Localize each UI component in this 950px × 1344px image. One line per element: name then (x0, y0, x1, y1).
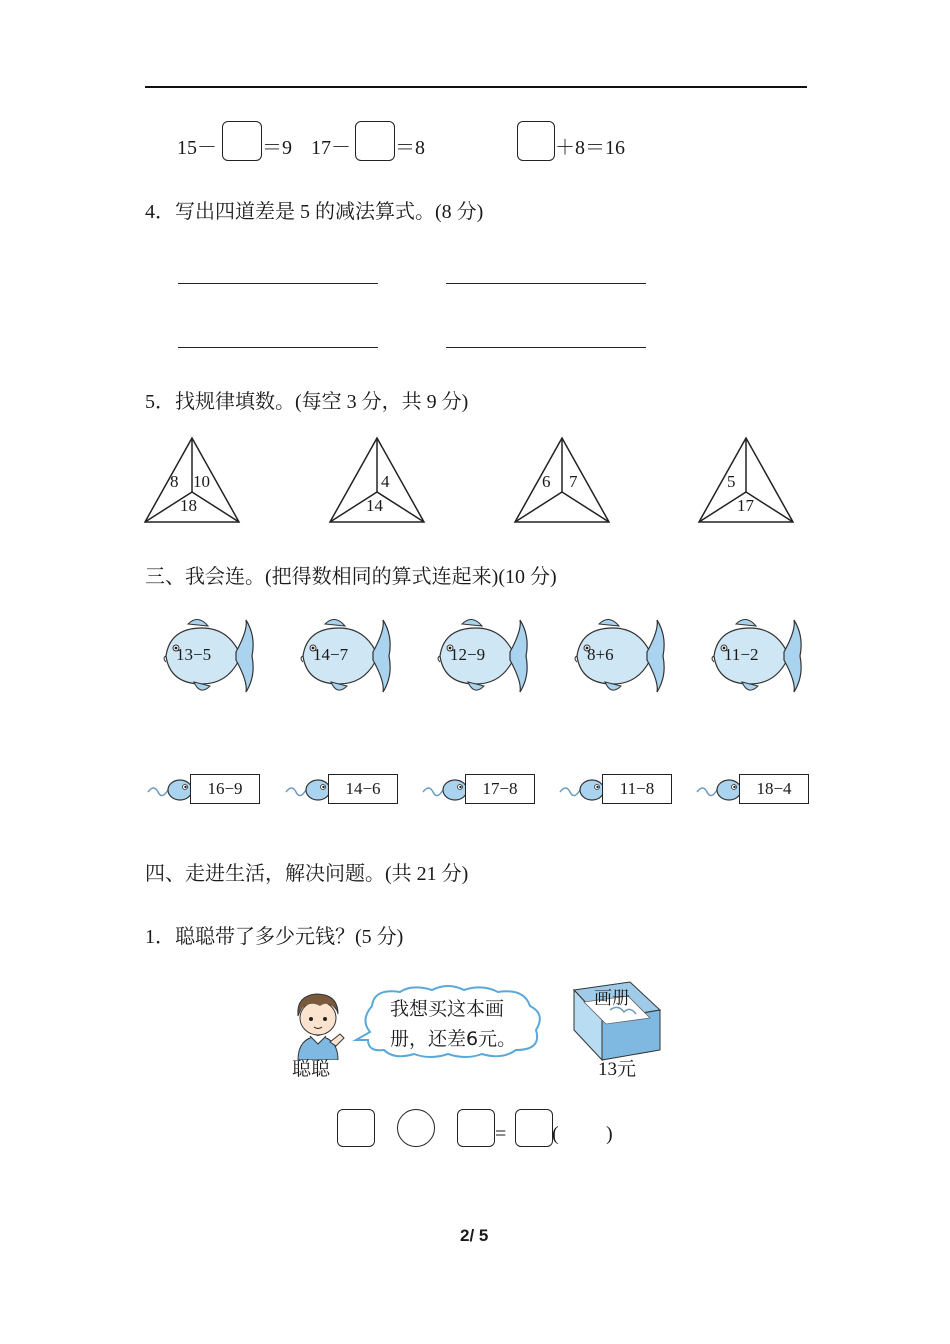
fish-expression: 13−5 (176, 645, 212, 664)
tadpole-expression: 14−6 (328, 774, 398, 804)
answer-line-4[interactable] (446, 347, 646, 348)
eq2-left: 17－ (311, 137, 351, 159)
triangle-1 (143, 436, 241, 524)
boy-name: 聪聪 (292, 1059, 331, 1080)
fish-item[interactable] (434, 616, 544, 696)
tadpole-icon (284, 774, 332, 806)
answer-box-1[interactable] (222, 121, 262, 161)
tadpole-icon (146, 774, 194, 806)
answer-box-a[interactable] (337, 1109, 375, 1147)
answer-box-b[interactable] (457, 1109, 495, 1147)
sec4-title: 四、走进生活，解决问题。(共 21 分) (145, 863, 469, 885)
speech-line-1: 我想买这本画 (390, 998, 505, 1020)
answer-box-2[interactable] (355, 121, 395, 161)
fish-item[interactable] (160, 616, 270, 696)
equals-sign: = (495, 1123, 507, 1145)
tadpole-icon (558, 774, 606, 806)
page-number: 2/ 5 (460, 1226, 489, 1245)
tri1-bottom: 18 (180, 496, 197, 515)
eq1-left: 15－ (177, 137, 217, 159)
tri4-bottom: 17 (737, 496, 754, 515)
speech-bubble (352, 984, 548, 1060)
tri1-left: 8 (170, 472, 179, 491)
tadpole-item[interactable] (695, 774, 811, 806)
triangle-3 (513, 436, 611, 524)
triangle-4 (697, 436, 795, 524)
q1-title: 1．聪聪带了多少元钱？(5 分) (145, 926, 404, 948)
operator-circle[interactable] (397, 1109, 435, 1147)
eq2-right: ＝8 (395, 137, 425, 159)
triangle-3-icon (513, 436, 611, 524)
tadpole-expression: 11−8 (602, 774, 672, 804)
answer-box-c[interactable] (515, 1109, 553, 1147)
fish-expression: 8+6 (587, 645, 614, 664)
answer-box-3[interactable] (517, 121, 555, 161)
speech-line-2: 册，还差6元。 (390, 1028, 517, 1050)
boy-icon (286, 990, 350, 1060)
tri3-left: 6 (542, 472, 551, 491)
eq1-right: ＝9 (262, 137, 292, 159)
tadpole-item[interactable] (146, 774, 262, 806)
tadpole-item[interactable] (558, 774, 674, 806)
tadpole-expression: 17−8 (465, 774, 535, 804)
fish-item[interactable] (708, 616, 818, 696)
tadpole-item[interactable] (284, 774, 400, 806)
fish-expression: 12−9 (450, 645, 486, 664)
answer-line-2[interactable] (446, 283, 646, 284)
book-illustration (570, 980, 662, 1062)
unit-paren-open: ( (552, 1123, 559, 1145)
unit-paren-close: ) (606, 1123, 613, 1145)
fish-expression: 11−2 (724, 645, 759, 664)
q5-title: 5．找规律填数。(每空 3 分，共 9 分) (145, 391, 469, 413)
tri3-right: 7 (569, 472, 578, 491)
triangle-2 (328, 436, 426, 524)
fish-expression: 14−7 (313, 645, 349, 664)
tadpole-expression: 18−4 (739, 774, 809, 804)
book-price: 13元 (598, 1059, 637, 1080)
tri2-bottom: 14 (366, 496, 383, 515)
tri2-right: 4 (381, 472, 390, 491)
answer-line-1[interactable] (178, 283, 378, 284)
q4-title: 4．写出四道差是 5 的减法算式。(8 分) (145, 201, 484, 223)
top-rule (145, 86, 807, 88)
book-title: 画册 (594, 988, 630, 1009)
tadpole-item[interactable] (421, 774, 537, 806)
tadpole-icon (695, 774, 743, 806)
tri4-left: 5 (727, 472, 736, 491)
boy-illustration (286, 990, 350, 1060)
fish-item[interactable] (297, 616, 407, 696)
tadpole-icon (421, 774, 469, 806)
eq3-right: ＋8＝16 (555, 137, 625, 159)
fish-item[interactable] (571, 616, 681, 696)
sec3-title: 三、我会连。(把得数相同的算式连起来)(10 分) (145, 566, 557, 588)
unit-blank[interactable] (566, 1122, 602, 1146)
answer-line-3[interactable] (178, 347, 378, 348)
tadpole-expression: 16−9 (190, 774, 260, 804)
tri1-right: 10 (193, 472, 210, 491)
